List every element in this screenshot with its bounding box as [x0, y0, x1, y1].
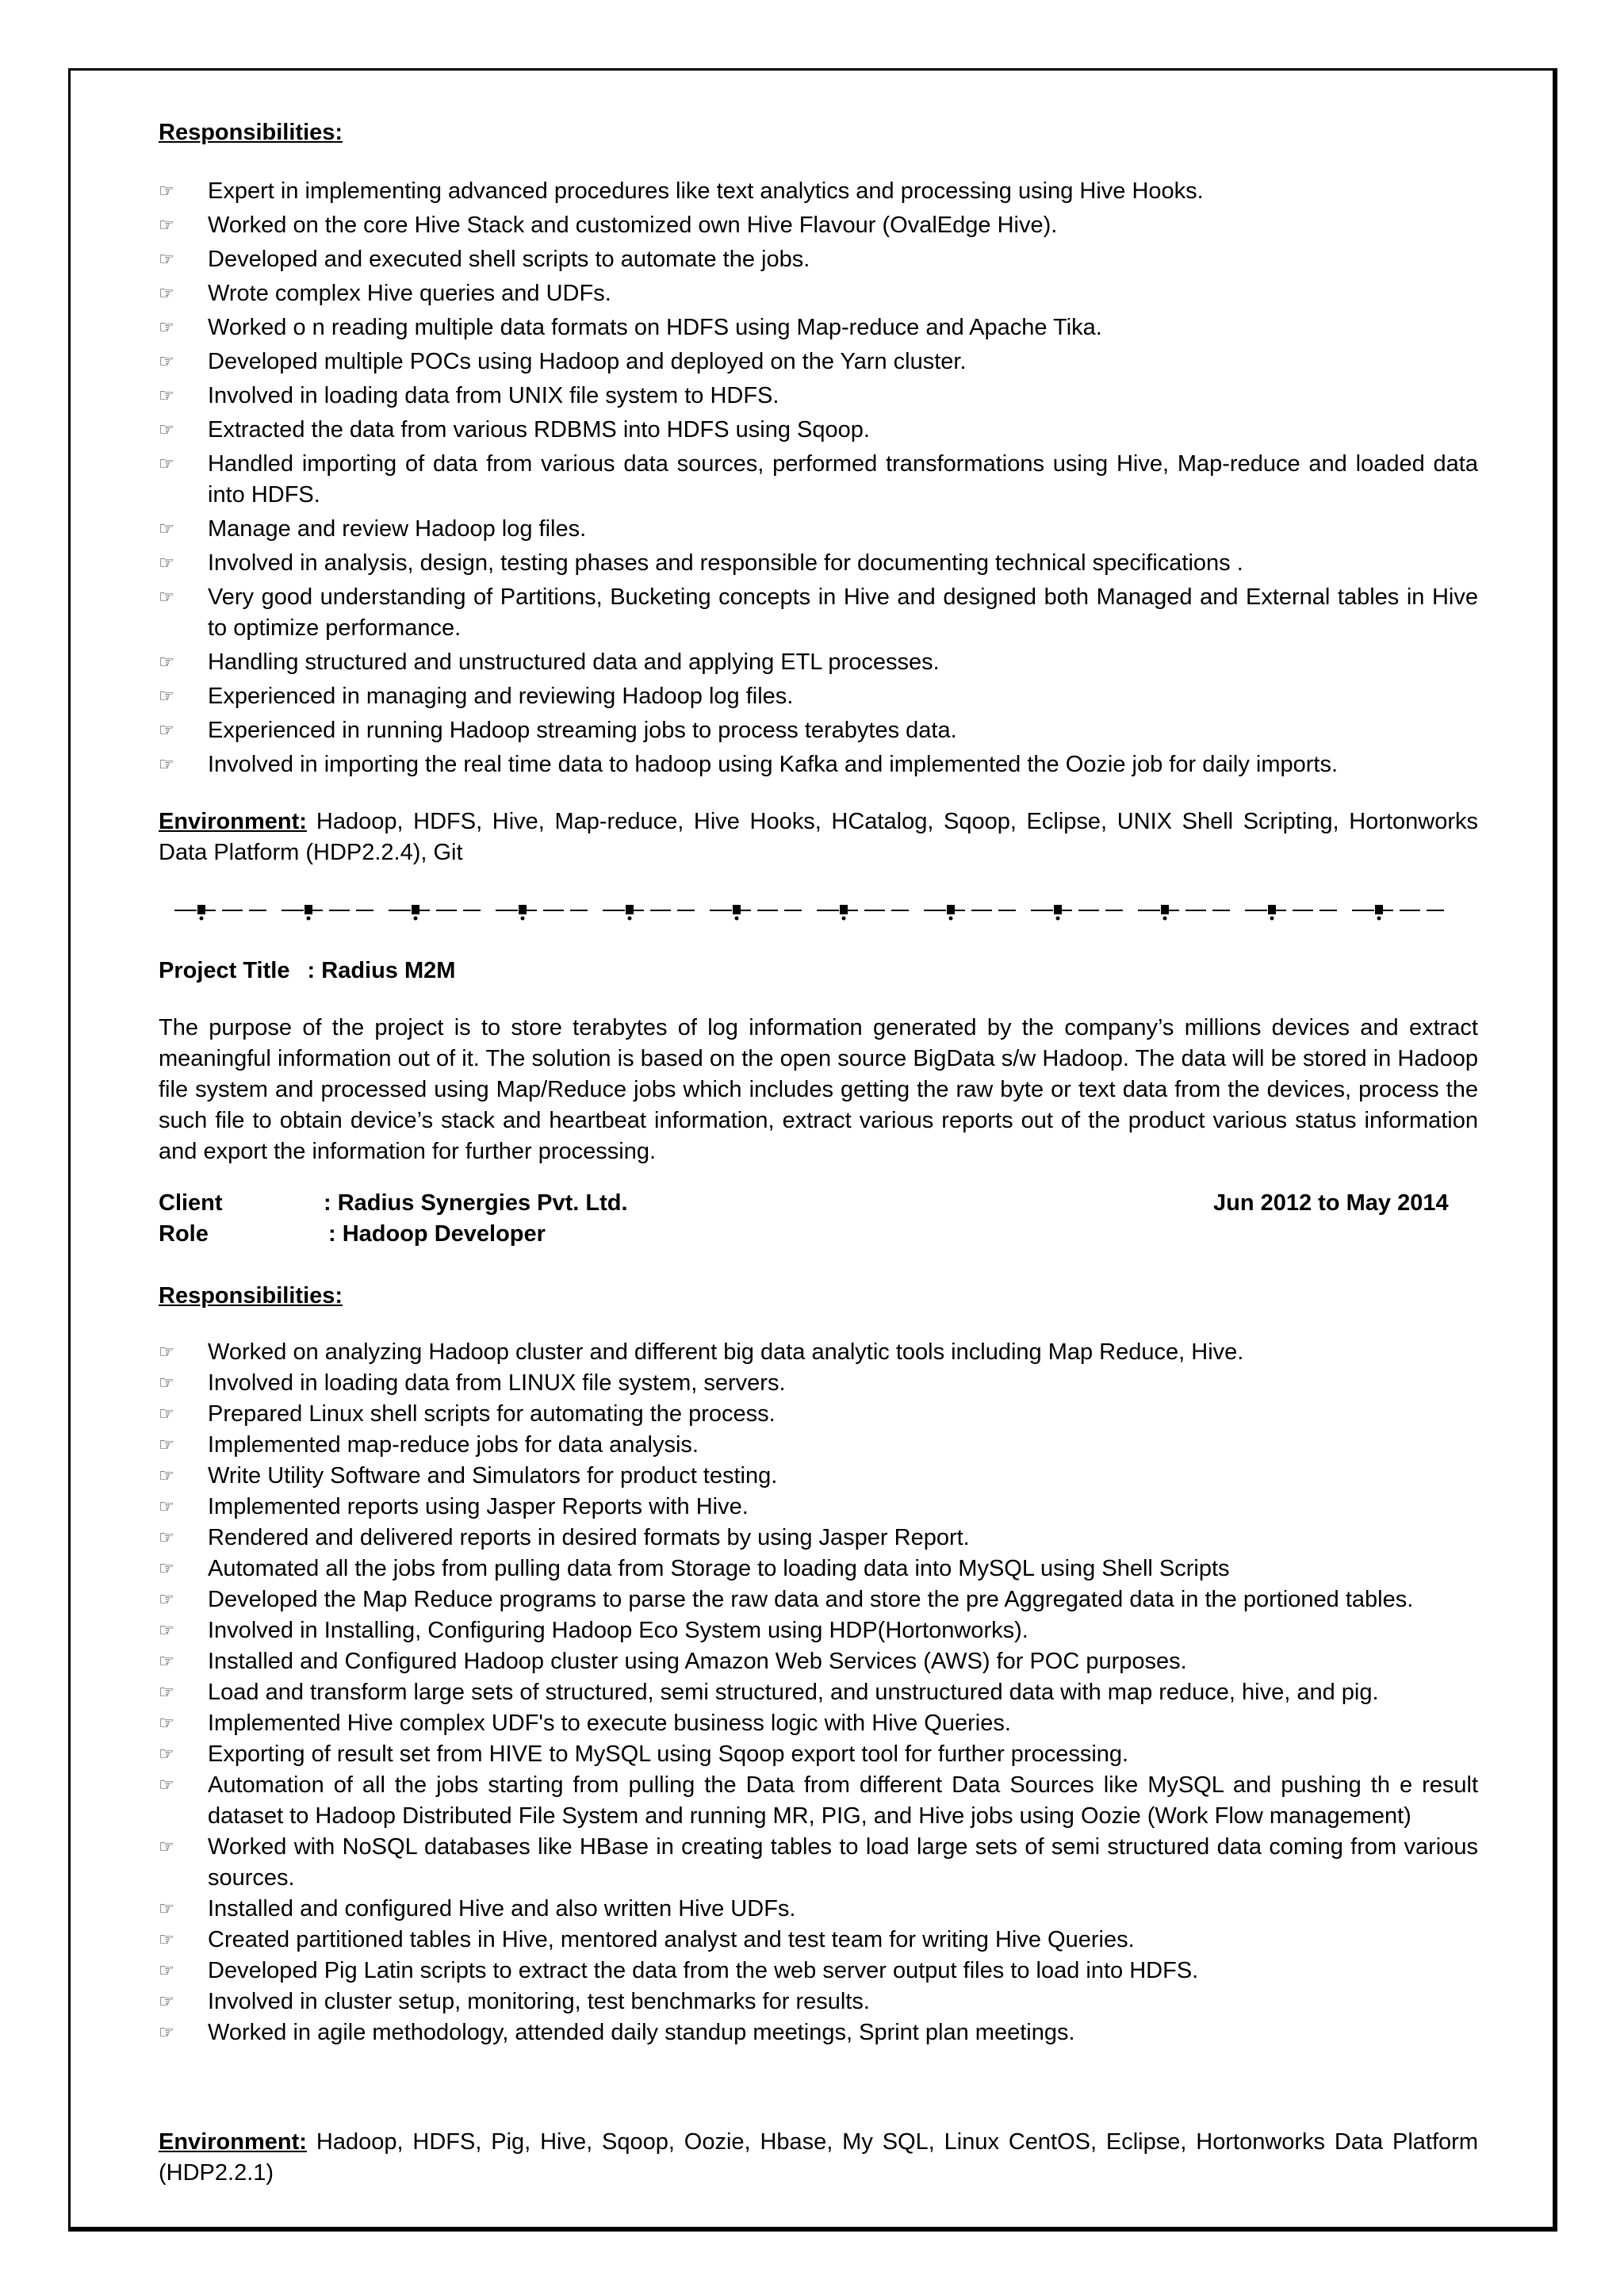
list-item	[159, 1832, 1478, 1894]
hand-pointer-bullet-icon: ☞	[159, 1776, 174, 1795]
hand-pointer-bullet-icon: ☞	[159, 1992, 174, 2012]
list-item-text: Implemented map-reduce jobs for data analysis.	[208, 1432, 699, 1458]
list-item	[159, 1615, 1478, 1646]
environment-label-2: Environment:	[159, 2129, 307, 2155]
hand-pointer-bullet-icon: ☞	[159, 687, 174, 707]
list-item	[159, 1894, 1478, 1925]
list-item	[159, 1430, 1478, 1461]
list-item	[159, 244, 1478, 275]
hand-pointer-bullet-icon: ☞	[159, 1683, 174, 1703]
list-item	[159, 449, 1478, 511]
list-item	[159, 1368, 1478, 1399]
hand-pointer-bullet-icon: ☞	[159, 420, 174, 440]
list-item-text: Worked on analyzing Hadoop cluster and different big data analytic tools including Map Reduce, Hive.	[208, 1339, 1244, 1365]
list-item	[159, 1523, 1478, 1554]
list-item-text: Implemented reports using Jasper Reports with Hive.	[208, 1494, 749, 1519]
list-item-text: Wrote complex Hive queries and UDFs.	[208, 281, 611, 306]
date-range: Jun 2012 to May 2014	[1213, 1190, 1449, 1216]
hand-pointer-bullet-icon: ☞	[159, 250, 174, 270]
list-item-text: Worked o n reading multiple data formats on HDFS using Map-reduce and Apache Tika.	[208, 315, 1102, 340]
list-item-text: Experienced in running Hadoop streaming jobs to process terabytes data.	[208, 718, 957, 743]
project-description: The purpose of the project is to store terabytes of log information generated by the company’s millions devices and extract meaningful information out of it. The solution is based on the open source BigData s/w Hadoop. The data will be stored in Hadoop file system and processed using Map/Reduce jobs which includes getting the raw byte or text data from the devices, process the such file to obtain device’s stack and heartbeat information, extract various reports out of the product various status information and export the information for further processing.	[159, 1015, 1478, 1164]
hand-pointer-bullet-icon: ☞	[159, 1837, 174, 1857]
list-item	[159, 415, 1478, 446]
hand-pointer-bullet-icon: ☞	[159, 182, 174, 201]
hand-pointer-bullet-icon: ☞	[159, 284, 174, 304]
list-item	[159, 347, 1478, 377]
hand-pointer-bullet-icon: ☞	[159, 1930, 174, 1950]
list-item	[159, 210, 1478, 241]
hand-pointer-bullet-icon: ☞	[159, 588, 174, 607]
responsibilities-heading-2: Responsibilities:	[159, 1283, 343, 1308]
list-item	[159, 1739, 1478, 1770]
list-item-text: Installed and configured Hive and also written Hive UDFs.	[208, 1896, 796, 1921]
list-item	[159, 1461, 1478, 1492]
responsibilities-list-1	[159, 176, 1478, 780]
list-item	[159, 681, 1478, 712]
list-item	[159, 1646, 1478, 1677]
hand-pointer-bullet-icon: ☞	[159, 216, 174, 236]
hand-pointer-bullet-icon: ☞	[159, 1590, 174, 1610]
list-item	[159, 1925, 1478, 1956]
list-item	[159, 1677, 1478, 1708]
hand-pointer-bullet-icon: ☞	[159, 721, 174, 741]
hand-pointer-bullet-icon: ☞	[159, 755, 174, 775]
environment-label-1: Environment:	[159, 809, 307, 834]
list-item-text: Involved in loading data from LINUX file system, servers.	[208, 1370, 786, 1396]
hand-pointer-bullet-icon: ☞	[159, 2023, 174, 2043]
hand-pointer-bullet-icon: ☞	[159, 1435, 174, 1455]
environment-text-2: Hadoop, HDFS, Pig, Hive, Sqoop, Oozie, Hbase, My SQL, Linux CentOS, Eclipse, Hortonworks Data Platform (HDP2.2.1)	[159, 2129, 1478, 2186]
list-item	[159, 1337, 1478, 1368]
list-item	[159, 1956, 1478, 1987]
list-item-text: Developed multiple POCs using Hadoop and deployed on the Yarn cluster.	[208, 349, 967, 374]
environment-text-1: Hadoop, HDFS, Hive, Map-reduce, Hive Hooks, HCatalog, Sqoop, Eclipse, UNIX Shell Scripting, Hortonworks Data Platform (HDP2.2.4), Git	[159, 809, 1478, 865]
hand-pointer-bullet-icon: ☞	[159, 1621, 174, 1641]
hand-pointer-bullet-icon: ☞	[159, 1404, 174, 1424]
list-item-text: Automation of all the jobs starting from pulling the Data from different Data Sources like MySQL and pushing th e result dataset to Hadoop Distributed File System and running MR, PIG, and Hive jobs using Oozie (Work Flow management)	[208, 1772, 1478, 1829]
list-item-text: Involved in Installing, Configuring Hadoop Eco System using HDP(Hortonworks).	[208, 1618, 1028, 1643]
list-item-text: Experienced in managing and reviewing Hadoop log files.	[208, 684, 794, 709]
hand-pointer-bullet-icon: ☞	[159, 318, 174, 338]
list-item	[159, 176, 1478, 207]
list-item-text: Handled importing of data from various data sources, performed transformations using Hive, Map-reduce and loaded data into HDFS.	[208, 451, 1478, 508]
list-item-text: Manage and review Hadoop log files.	[208, 516, 587, 542]
list-item-text: Extracted the data from various RDBMS into HDFS using Sqoop.	[208, 417, 870, 443]
list-item-text: Involved in analysis, design, testing phases and responsible for documenting technical specifications .	[208, 550, 1243, 576]
list-item	[159, 647, 1478, 678]
list-item-text: Installed and Configured Hadoop cluster using Amazon Web Services (AWS) for POC purposes.	[208, 1649, 1187, 1674]
dash-dot-divider-icon	[174, 893, 1459, 925]
list-item	[159, 2017, 1478, 2048]
project-title-label: Project Title	[159, 958, 290, 983]
list-item-text: Involved in importing the real time data to hadoop using Kafka and implemented the Oozie job for daily imports.	[208, 752, 1339, 777]
role-label: Role	[159, 1221, 209, 1247]
hand-pointer-bullet-icon: ☞	[159, 1528, 174, 1548]
hand-pointer-bullet-icon: ☞	[159, 1745, 174, 1764]
project-title-value: : Radius M2M	[307, 958, 456, 983]
list-item	[159, 715, 1478, 746]
list-item-text: Created partitioned tables in Hive, mentored analyst and test team for writing Hive Queries.	[208, 1927, 1135, 1952]
list-item	[159, 278, 1478, 309]
list-item-text: Worked with NoSQL databases like HBase in creating tables to load large sets of semi structured data coming from various sources.	[208, 1834, 1478, 1891]
responsibilities-heading-1: Responsibilities:	[159, 120, 343, 145]
list-item	[159, 1492, 1478, 1523]
hand-pointer-bullet-icon: ☞	[159, 1466, 174, 1486]
list-item	[159, 548, 1478, 579]
hand-pointer-bullet-icon: ☞	[159, 554, 174, 573]
list-item	[159, 582, 1478, 644]
hand-pointer-bullet-icon: ☞	[159, 386, 174, 406]
list-item-text: Load and transform large sets of structured, semi structured, and unstructured data with map reduce, hive, and pig.	[208, 1680, 1379, 1705]
list-item	[159, 1708, 1478, 1739]
project-title-row	[159, 956, 455, 987]
list-item	[159, 749, 1478, 780]
list-item-text: Involved in loading data from UNIX file system to HDFS.	[208, 383, 779, 408]
list-item	[159, 312, 1478, 343]
client-label: Client	[159, 1190, 223, 1216]
list-item-text: Prepared Linux shell scripts for automating the process.	[208, 1401, 776, 1427]
list-item-text: Involved in cluster setup, monitoring, test benchmarks for results.	[208, 1989, 870, 2014]
list-item-text: Developed Pig Latin scripts to extract the data from the web server output files to load into HDFS.	[208, 1958, 1199, 1983]
hand-pointer-bullet-icon: ☞	[159, 1497, 174, 1517]
list-item-text: Worked on the core Hive Stack and customized own Hive Flavour (OvalEdge Hive).	[208, 213, 1058, 238]
list-item	[159, 514, 1478, 545]
environment-block-1	[159, 807, 1478, 868]
hand-pointer-bullet-icon: ☞	[159, 1374, 174, 1393]
list-item	[159, 1770, 1478, 1832]
list-item-text: Automated all the jobs from pulling data from Storage to loading data into MySQL using Shell Scripts	[208, 1556, 1230, 1581]
list-item-text: Developed the Map Reduce programs to parse the raw data and store the pre Aggregated data in the portioned tables.	[208, 1587, 1414, 1612]
hand-pointer-bullet-icon: ☞	[159, 519, 174, 539]
list-item-text: Expert in implementing advanced procedures like text analytics and processing using Hive Hooks.	[208, 178, 1204, 204]
list-item	[159, 1584, 1478, 1615]
hand-pointer-bullet-icon: ☞	[159, 1899, 174, 1919]
role-value: : Hadoop Developer	[328, 1221, 546, 1247]
list-item-text: Worked in agile methodology, attended daily standup meetings, Sprint plan meetings.	[208, 2020, 1075, 2045]
list-item-text: Exporting of result set from HIVE to MySQL using Sqoop export tool for further processing.	[208, 1741, 1129, 1767]
list-item	[159, 1399, 1478, 1430]
hand-pointer-bullet-icon: ☞	[159, 1714, 174, 1734]
list-item-text: Very good understanding of Partitions, Bucketing concepts in Hive and designed both Managed and External tables in Hive to optimize performance.	[208, 584, 1478, 641]
responsibilities-list-2	[159, 1337, 1478, 2048]
hand-pointer-bullet-icon: ☞	[159, 1652, 174, 1672]
client-value: : Radius Synergies Pvt. Ltd.	[324, 1190, 628, 1216]
hand-pointer-bullet-icon: ☞	[159, 1961, 174, 1981]
list-item-text: Rendered and delivered reports in desired formats by using Jasper Report.	[208, 1525, 970, 1550]
list-item-text: Developed and executed shell scripts to automate the jobs.	[208, 247, 810, 272]
environment-block-2	[159, 2127, 1478, 2189]
list-item-text: Handling structured and unstructured data and applying ETL processes.	[208, 649, 940, 675]
hand-pointer-bullet-icon: ☞	[159, 352, 174, 372]
list-item	[159, 1987, 1478, 2017]
hand-pointer-bullet-icon: ☞	[159, 1343, 174, 1362]
list-item-text: Implemented Hive complex UDF's to execute business logic with Hive Queries.	[208, 1711, 1011, 1736]
list-item-text: Write Utility Software and Simulators for product testing.	[208, 1463, 778, 1488]
list-item	[159, 381, 1478, 412]
hand-pointer-bullet-icon: ☞	[159, 653, 174, 672]
hand-pointer-bullet-icon: ☞	[159, 454, 174, 474]
list-item	[159, 1554, 1478, 1584]
hand-pointer-bullet-icon: ☞	[159, 1559, 174, 1579]
